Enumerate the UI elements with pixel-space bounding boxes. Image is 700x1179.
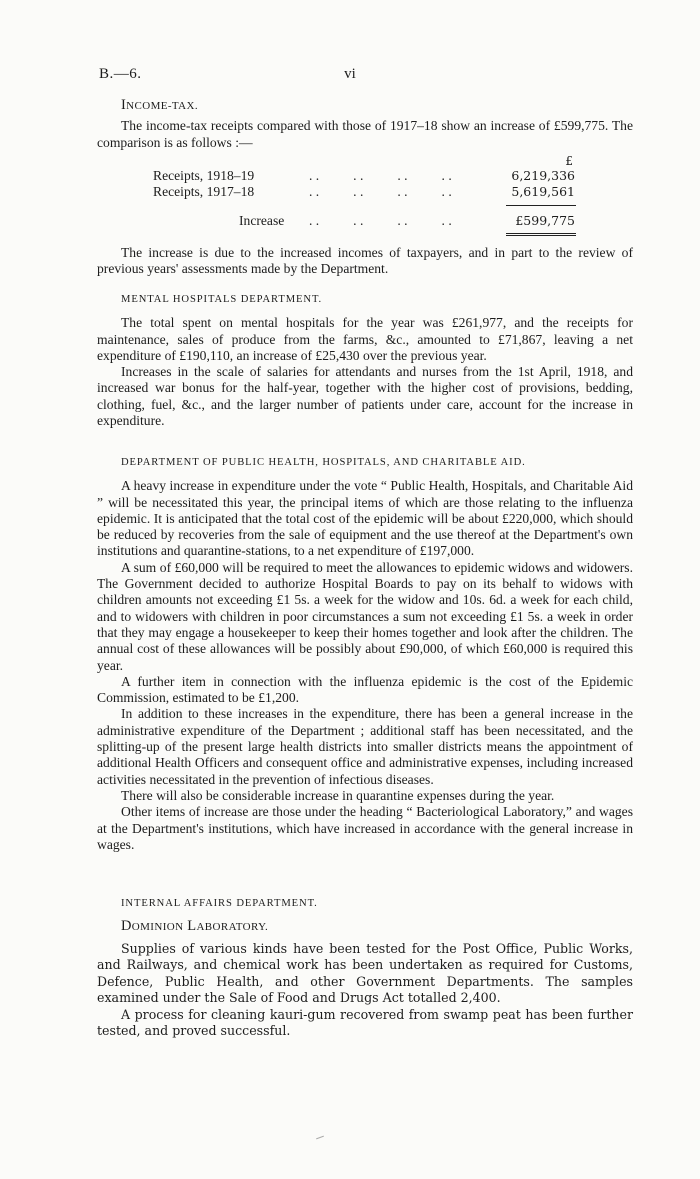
income-tax-paragraph-1: The income-tax receipts compared with those of 1917–18 show an increase of £599,775. The comparison is as follows :—	[97, 118, 633, 150]
health-paragraph-2: A sum of £60,000 will be required to meet the allowances to epidemic widows and widowers. The Government decided to authorize Hospital Boards to pay on its behalf to widows with children amounts not exceeding £1 5s. a week for the widow and 10s. 6d. a week for each child, and to widowers with children in poor circumstances a sum not exceeding £1 5s. a week in order that they may engage a housekeeper to keep their homes together and look after the children. The annual cost of these allowances will be possibly about £90,000, of which £60,000 is required this year.	[97, 559, 633, 673]
public-health-heading: DEPARTMENT OF PUBLIC HEALTH, HOSPITALS, AND CHARITABLE AID.	[121, 457, 526, 468]
health-paragraph-4: In addition to these increases in the expenditure, there has been a general increase in the administrative expenditure of the Department ; additional staff has been necessitated, and the splitting-up of the present large health districts into smaller districts means the appointment of additional Health Officers and consequent office and administrative expenses, including increased activities necessitated in the prevention of infectious diseases.	[97, 706, 633, 787]
income-tax-heading: INCOME-TAX.	[121, 97, 199, 113]
leader-dots: . . . . . . . .	[309, 212, 452, 228]
health-paragraph-6: Other items of increase are those under the heading “ Bacteriological Laboratory,” and wages at the Department's institutions, which have increased in accordance with the general increase in wages.	[97, 804, 633, 852]
total-double-rule	[506, 233, 576, 236]
page-number: vi	[344, 66, 356, 82]
public-health-section	[97, 455, 633, 853]
income-tax-paragraph-2: The increase is due to the increased incomes of taxpayers, and in part to the review of previous years' assessments made by the Department.	[97, 244, 633, 277]
row-label: Receipts, 1917–18	[153, 183, 255, 199]
mental-hospitals-section	[97, 292, 633, 429]
increase-label: Increase	[239, 212, 285, 228]
income-tax-section	[97, 97, 633, 277]
dominion-laboratory-heading: DOMINION LABORATORY.	[121, 918, 269, 935]
mental-hospitals-heading: MENTAL HOSPITALS DEPARTMENT.	[121, 294, 323, 305]
increase-amount: £599,775	[515, 212, 575, 228]
table-row-total	[97, 213, 633, 229]
health-paragraph-5: There will also be considerable increase in quarantine expenses during the year.	[121, 787, 555, 803]
row-label: Receipts, 1918–19	[153, 167, 255, 183]
income-tax-table	[97, 151, 633, 241]
row-amount: 5,619,561	[511, 183, 575, 199]
table-row	[97, 184, 633, 200]
health-paragraph-1: A heavy increase in expenditure under the vote “ Public Health, Hospitals, and Charitable Aid ” will be necessitated this year, the principal items of which are those relating to the influenza epidemic. It is anticipated that the total cost of the epidemic will be about £220,000, which should be reduced by recoveries from the sale of equipment and the use thereof at the Department's own institutions and quarantine-stations, to a net expenditure of £197,000.	[97, 478, 633, 559]
sum-rule	[506, 205, 576, 206]
mental-paragraph-2: Increases in the scale of salaries for attendants and nurses from the 1st April, 1918, and increased war bonus for the half-year, together with the higher cost of provisions, bedding, clothing, fuel, &c., and the larger number of patients under care, account for the increase in expenditure.	[97, 364, 633, 429]
leader-dots: . . . . . . . .	[309, 167, 452, 183]
laboratory-paragraph-1: Supplies of various kinds have been tested for the Post Office, Public Works, and Railways, and chemical work has been undertaken as required for Customs, Defence, Public Health, and other Government Departments. The samples examined under the Sale of Food and Drugs Act totalled 2,400.	[97, 940, 633, 1006]
mental-paragraph-1: The total spent on mental hospitals for the year was £261,977, and the receipts for maintenance, sales of produce from the farms, &c., amounted to £71,867, leaving a net expenditure of £190,110, an increase of £25,430 over the previous year.	[97, 315, 633, 363]
dominion-laboratory-body	[97, 941, 633, 1040]
health-paragraph-3: A further item in connection with the influenza epidemic is the cost of the Epidemic Commission, estimated to be £1,200.	[97, 673, 633, 706]
internal-affairs-heading: INTERNAL AFFAIRS DEPARTMENT.	[121, 898, 318, 909]
row-amount: 6,219,336	[511, 167, 575, 183]
leader-dots: . . . . . . . .	[309, 183, 452, 199]
internal-affairs-section	[97, 896, 633, 1040]
stray-mark	[316, 1136, 324, 1140]
laboratory-paragraph-2: A process for cleaning kauri-gum recovered from swamp peat has been further tested, and proved successful.	[97, 1006, 633, 1039]
currency-symbol: £	[565, 153, 573, 168]
document-code: B.—6.	[99, 66, 142, 82]
table-row	[97, 168, 633, 184]
